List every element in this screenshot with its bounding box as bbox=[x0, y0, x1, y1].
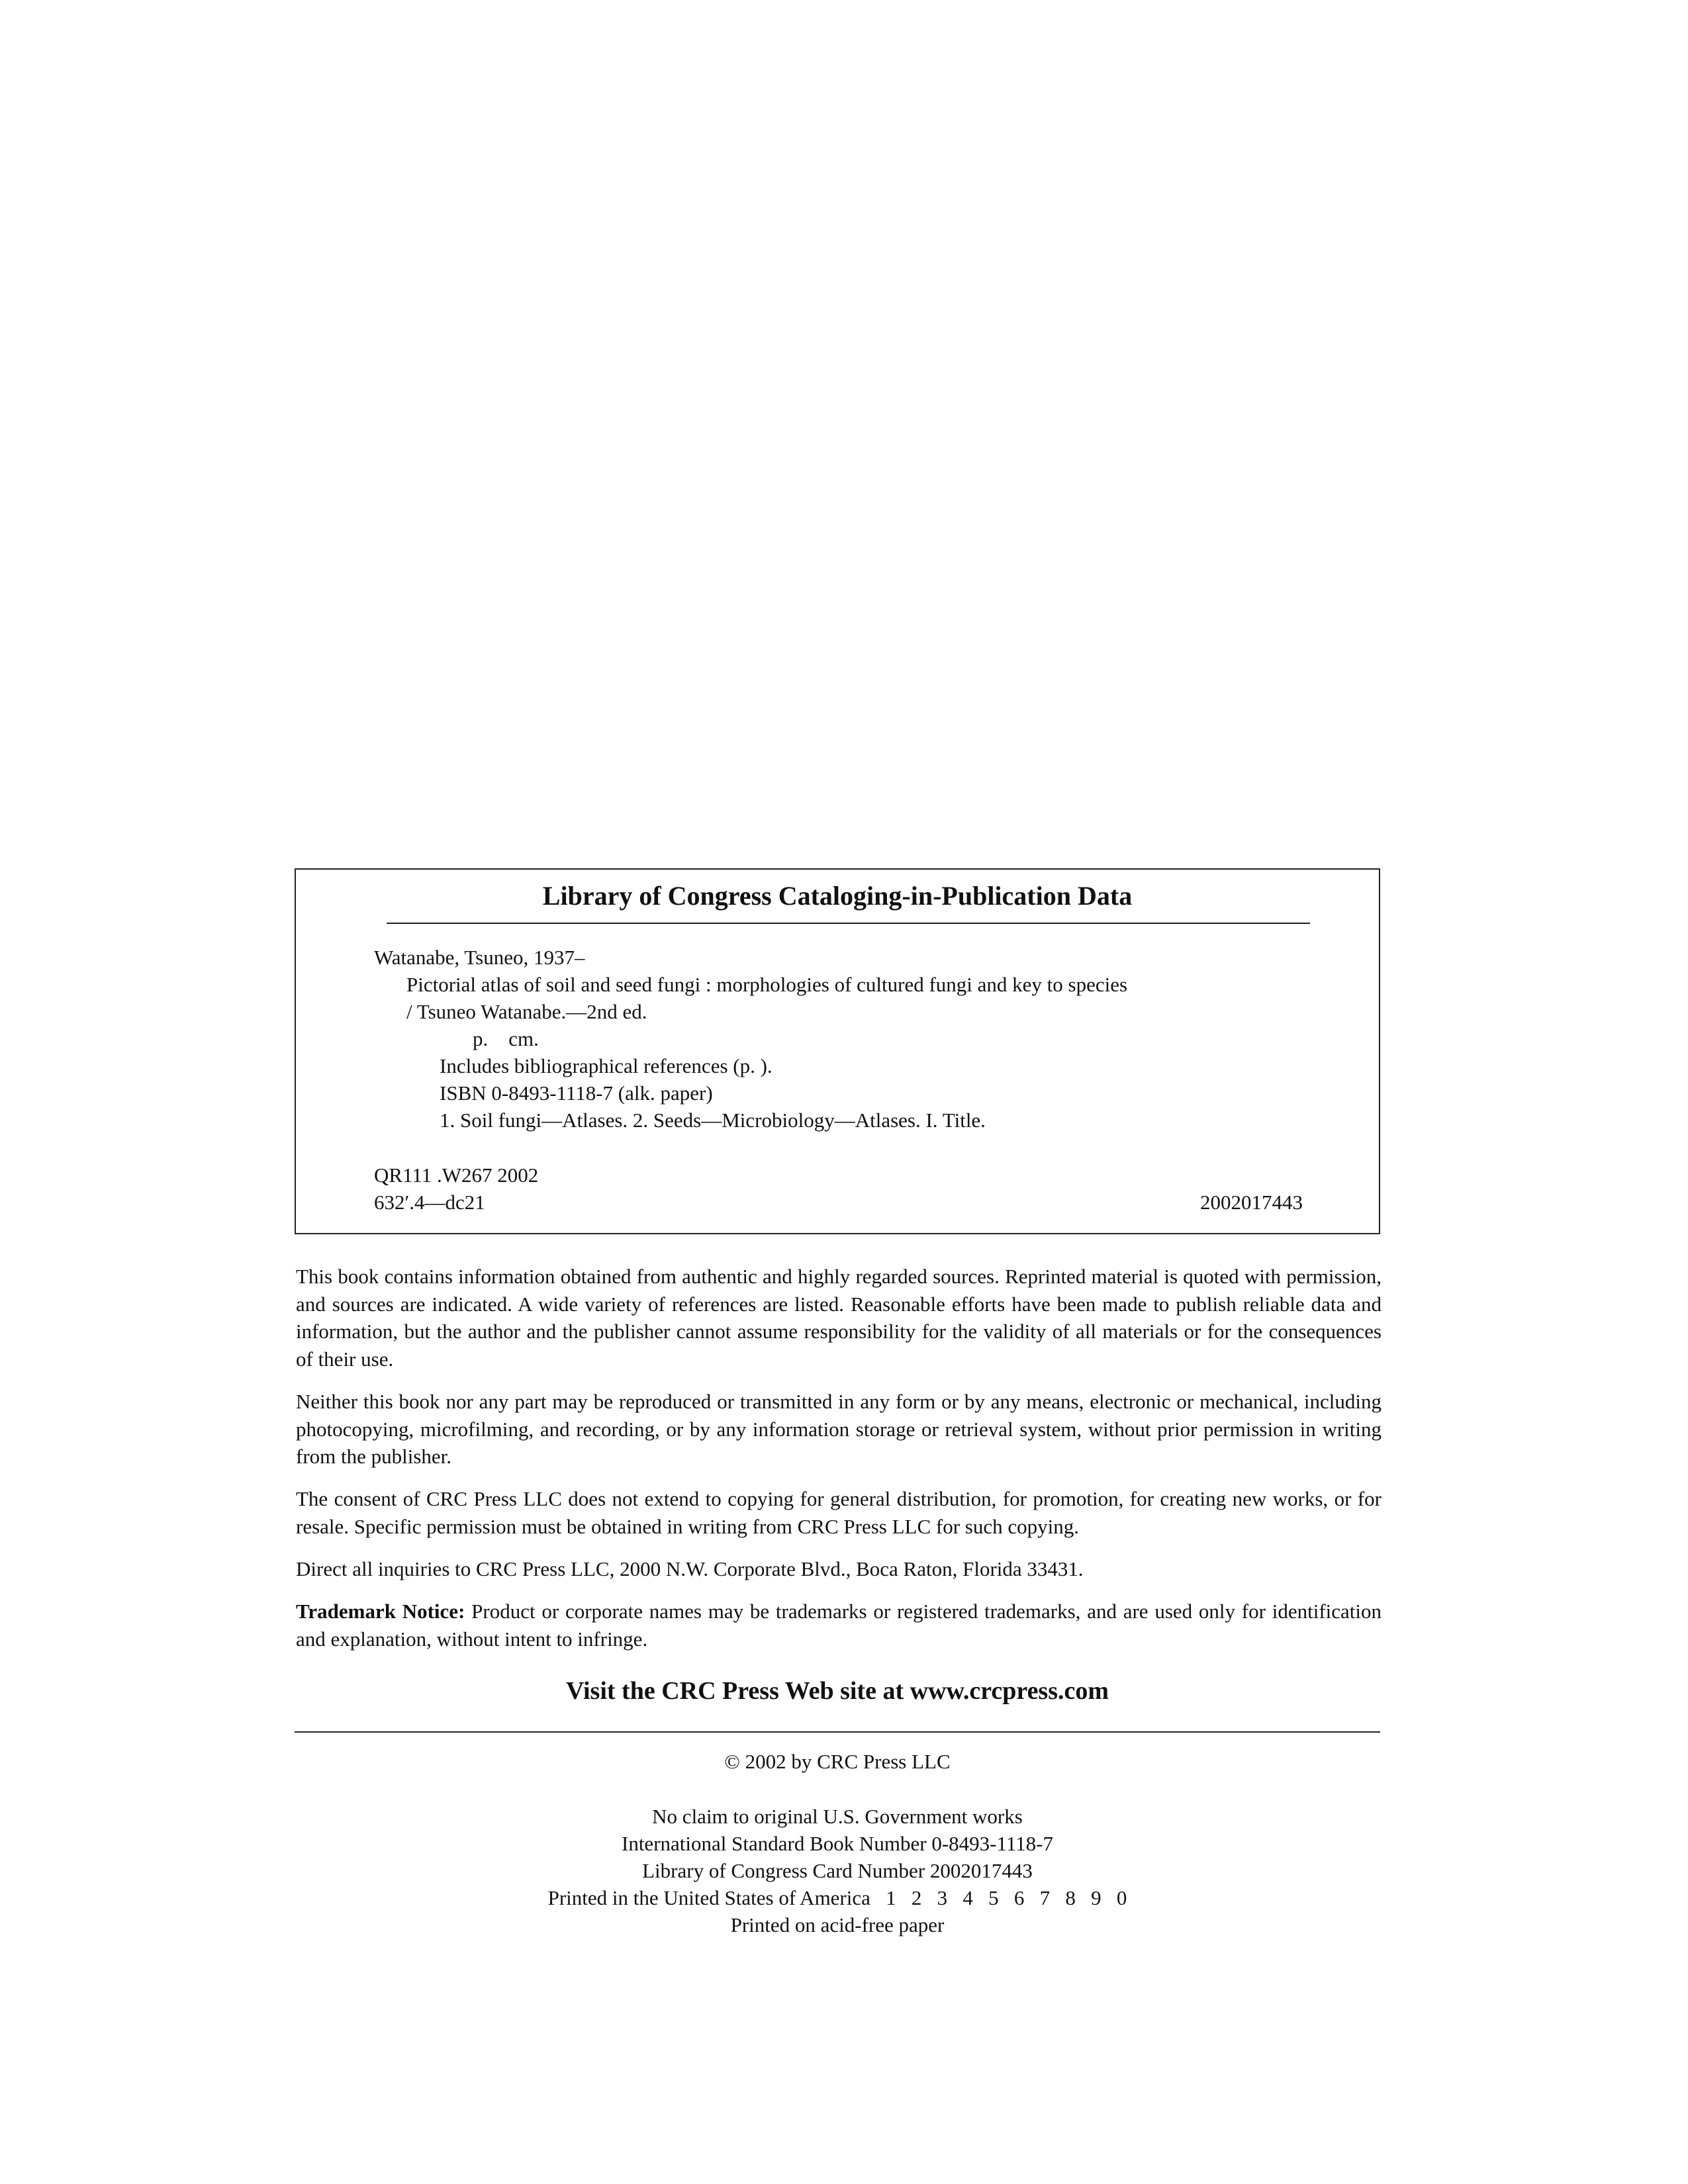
paragraph-sources: This book contains information obtained from authentic and highly regarded sources. Reprinted material is quoted with permission, and sources are indicated. A wide variety of references are listed. Reasonable efforts have been made to publish reliable data and information, but the author and the publisher cannot assume responsibility for the validity of all materials or for the consequences of their use. bbox=[296, 1265, 1382, 1371]
printed-in-line: Printed in the United States of America 1 2 3 4 5 6 7 8 9 0 bbox=[547, 1886, 1127, 1909]
isbn-line: International Standard Book Number 0-8493-1118-7 bbox=[622, 1832, 1053, 1855]
paragraph-reproduction: Neither this book nor any part may be reproduced or transmitted in any form or by any means, electronic or mechanical, including photocopying, microfilming, and recording, or by any information storage or retrieval system, without prior permission in writing from the publisher. bbox=[296, 1390, 1382, 1468]
cip-bibliography-note: Includes bibliographical references (p. ). bbox=[440, 1054, 773, 1077]
paragraph-consent: The consent of CRC Press LLC does not extend to copying for general distribution, for promotion, for creating new works, or for resale. Specific permission must be obtained in writing from CRC Press LLC for such copying. bbox=[296, 1487, 1382, 1538]
cip-subjects: 1. Soil fungi—Atlases. 2. Seeds—Microbiology—Atlases. I. Title. bbox=[440, 1109, 986, 1132]
cip-title: Library of Congress Cataloging-in-Publication Data bbox=[542, 881, 1133, 911]
copyright-line: © 2002 by CRC Press LLC bbox=[724, 1750, 951, 1773]
cip-isbn: ISBN 0-8493-1118-7 (alk. paper) bbox=[440, 1081, 713, 1105]
paragraph-trademark bbox=[296, 1598, 1382, 1653]
acid-free-line: Printed on acid-free paper bbox=[730, 1913, 945, 1936]
paragraph-inquiries: Direct all inquiries to CRC Press LLC, 2000 N.W. Corporate Blvd., Boca Raton, Florida 33431. bbox=[296, 1557, 1084, 1580]
cip-title-rule bbox=[387, 923, 1310, 924]
cip-lc-class: QR111 .W267 2002 bbox=[374, 1163, 539, 1187]
cip-physical-description: p. cm. bbox=[473, 1027, 539, 1050]
cip-dewey: 632′.4—dc21 bbox=[374, 1191, 485, 1214]
cip-title-line-1: Pictorial atlas of soil and seed fungi : morphologies of cultured fungi and key to species bbox=[406, 973, 1128, 996]
visit-website-line: Visit the CRC Press Web site at www.crcpress.com bbox=[565, 1677, 1109, 1705]
cip-author: Watanabe, Tsuneo, 1937– bbox=[374, 946, 585, 969]
trademark-text: Product or corporate names may be trademarks or registered trademarks, and are used only for identification and explanation, without intent to infringe. bbox=[296, 1600, 1382, 1651]
colophon-rule bbox=[295, 1731, 1380, 1733]
trademark-label: Trademark Notice: bbox=[296, 1600, 465, 1623]
lccn-line: Library of Congress Card Number 2002017443 bbox=[642, 1859, 1033, 1882]
cip-title-line-2: / Tsuneo Watanabe.—2nd ed. bbox=[406, 1000, 647, 1023]
no-claim-line: No claim to original U.S. Government works bbox=[652, 1805, 1023, 1828]
cip-data-box bbox=[295, 868, 1380, 1234]
cip-lccn: 2002017443 bbox=[1200, 1191, 1303, 1214]
